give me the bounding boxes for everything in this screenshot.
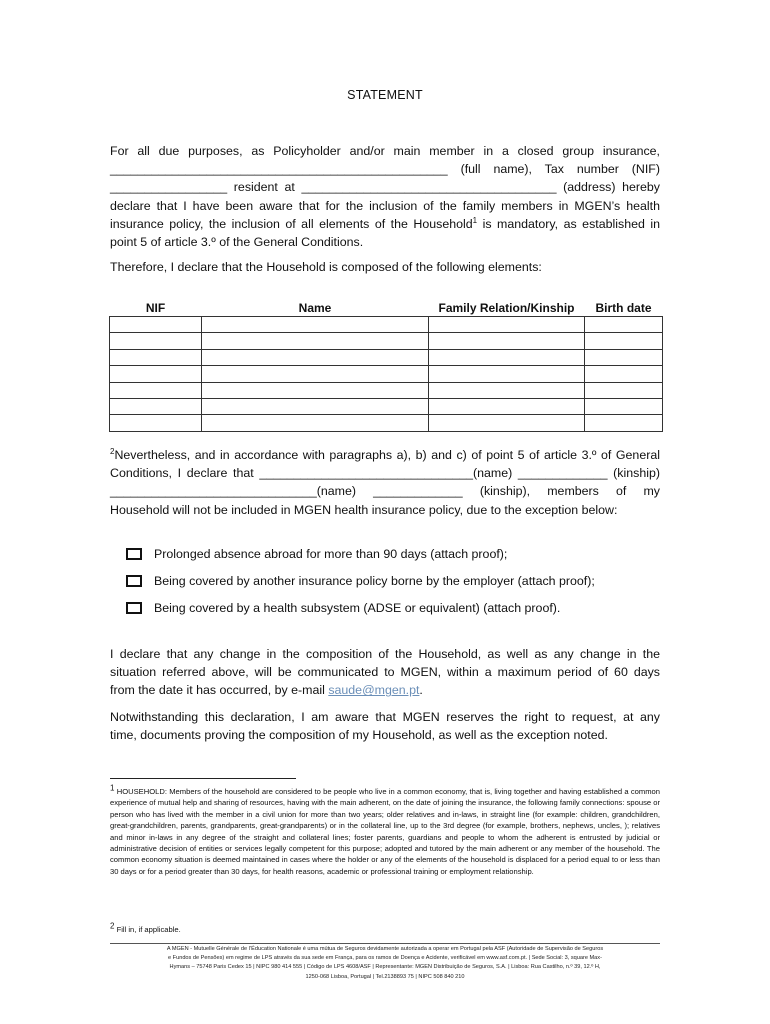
table-cell[interactable] xyxy=(202,317,429,333)
footer-line: A MGEN - Mutuelle Générale de l’Éducation Nationale é uma mútua de Seguros devidamente autorizada a operar em Portugal pela ASF (Autoridade de Supervisão de Seguros xyxy=(166,946,604,952)
intro-line xyxy=(110,215,660,233)
footer-line: e Fundos de Pensões) em regime de LPS através da sua sede em França, para os ramos de Doença e Acidente, verificável em www.asf.com.pt. | Sede Social: 3, square Max- xyxy=(168,955,602,962)
table-cell[interactable] xyxy=(202,333,429,349)
declare-line: I declare that any change in the composition of the Household, as well as any change in the xyxy=(110,647,660,661)
footnote-2 xyxy=(110,921,660,935)
table-row xyxy=(110,366,663,382)
table-header-name: Name xyxy=(298,301,332,315)
email-link[interactable]: saude@mgen.pt xyxy=(328,683,420,698)
notwithstanding-paragraph xyxy=(110,708,660,744)
table-cell[interactable] xyxy=(429,349,585,365)
declare-line: situation referred above, will be communicated to MGEN, within a maximum period of 60 days xyxy=(110,665,660,680)
table-cell[interactable] xyxy=(110,382,202,398)
table-cell[interactable] xyxy=(110,349,202,365)
nevertheless-line: Conditions, I declare that _______________________________(name) _____________ (kinship) xyxy=(110,466,660,481)
table-cell[interactable] xyxy=(585,382,663,398)
table-cell[interactable] xyxy=(585,333,663,349)
table-cell[interactable] xyxy=(202,415,429,431)
footer-line: 1250-068 Lisboa, Portugal | Tel.2138893 75 | NIPC 508 840 210 xyxy=(305,973,465,980)
intro-line: For all due purposes, as Policyholder and/or main member in a closed group insurance, xyxy=(110,144,660,158)
table-row xyxy=(110,333,663,349)
table-header-nif: NIF xyxy=(145,301,166,315)
option-label: Prolonged absence abroad for more than 90 days (attach proof); xyxy=(154,547,508,561)
option-prolonged-absence[interactable] xyxy=(126,546,507,562)
intro-text: insurance policy, the inclusion of all elements of the Household xyxy=(110,216,473,231)
table-cell[interactable] xyxy=(585,317,663,333)
page-title: STATEMENT xyxy=(347,88,423,102)
table-row xyxy=(110,317,663,333)
footnote-number: 1 xyxy=(110,783,115,793)
notwithstanding-line: time, documents proving the composition of my Household, as well as the exception noted. xyxy=(110,728,608,743)
option-label: Being covered by a health subsystem (ADSE or equivalent) (attach proof). xyxy=(154,601,561,615)
footnote-1 xyxy=(110,783,660,877)
table-cell[interactable] xyxy=(202,349,429,365)
table-cell[interactable] xyxy=(585,398,663,414)
table-cell[interactable] xyxy=(202,382,429,398)
footer-divider xyxy=(110,943,660,944)
table-cell[interactable] xyxy=(429,382,585,398)
intro-text: is mandatory, as established in xyxy=(477,216,661,231)
table-row xyxy=(110,349,663,365)
table-cell[interactable] xyxy=(429,333,585,349)
intro-line: declare that I have been aware that for the inclusion of the family members in MGEN’s health xyxy=(110,198,660,213)
footnote-separator xyxy=(110,778,296,779)
table-cell[interactable] xyxy=(429,398,585,414)
nevertheless-line: ______________________________(name) _____________ (kinship), members of my xyxy=(110,484,660,499)
declare-change-paragraph xyxy=(110,645,660,700)
intro-paragraph xyxy=(110,142,660,251)
table-cell[interactable] xyxy=(585,349,663,365)
table-row xyxy=(110,382,663,398)
table-cell[interactable] xyxy=(110,415,202,431)
footnote-text: HOUSEHOLD: Members of the household are considered to be people who live in a common economy, that is, living together and having established a common experience of mutual help and sharing of resources, having with the main adherent, on the date of joining the insurance, the following family connections: spouse or person who has lived with the member in a civil union for more than two years; older relatives and in-laws, in straight line (for example: children, grandchildren, great-grandchildren, parents, grandparents, great-grandparents) or in the collateral line, up to the 3rd degree (for example, brothers, nephews, uncles, ); relatives and minor in-laws in any degree of the straight and collateral lines; foster parents, guardians and people to whom the adherent is entrusted by judicial or administrative decision of entities or services legally competent for this purpose; adopted and tutored by the main adherent or any member of the household. The common economy situation is deemed maintained in cases where the holder or any of the elements of the household is displaced for a period equal to or less than 30 days or for a period greater than 30 days, for health reasons, academic or professional training or employment relationship. xyxy=(110,787,660,876)
declare-text: from the date it has occurred, by e-mail xyxy=(110,683,329,698)
nevertheless-line xyxy=(110,446,660,464)
option-health-subsystem[interactable] xyxy=(126,600,560,616)
nevertheless-text: Nevertheless, and in accordance with paragraphs a), b) and c) of point 5 of article 3.º of General xyxy=(114,448,660,462)
table-cell[interactable] xyxy=(110,366,202,382)
table-cell[interactable] xyxy=(429,366,585,382)
table-header-birth-date: Birth date xyxy=(595,301,652,315)
nevertheless-line: Household will not be included in MGEN health insurance policy, due to the exception below: xyxy=(110,502,618,517)
table-cell[interactable] xyxy=(110,398,202,414)
intro-line: _________________________________________________ (full name), Tax number (NIF) xyxy=(110,162,660,177)
table-cell[interactable] xyxy=(585,366,663,382)
footnote-number: 2 xyxy=(110,921,115,931)
footer-line: Hymans – 75748 Paris Cedex 15 | NIPC 980 414 555 | Código de LPS 4608/ASF | Representante: MGEN Distribuição de Seguros, S.A. | Lisboa: Rua Castilho, n.º 39, 12.º H, xyxy=(169,964,601,971)
footnote-text: Fill in, if applicable. xyxy=(114,925,181,934)
company-footer xyxy=(110,945,660,982)
therefore-text: Therefore, I declare that the Household is composed of the following elements: xyxy=(110,260,542,274)
footnote-ref-1: 1 xyxy=(472,215,478,225)
notwithstanding-line: Notwithstanding this declaration, I am aware that MGEN reserves the right to request, at any xyxy=(110,710,660,724)
declare-line xyxy=(110,681,660,699)
checkbox[interactable] xyxy=(126,602,142,614)
table-cell[interactable] xyxy=(202,398,429,414)
footnote-ref-2: 2 xyxy=(110,446,115,456)
table-cell[interactable] xyxy=(110,333,202,349)
checkbox[interactable] xyxy=(126,548,142,560)
table-cell[interactable] xyxy=(429,317,585,333)
table-cell[interactable] xyxy=(429,415,585,431)
table-row xyxy=(110,415,663,431)
table-cell[interactable] xyxy=(110,317,202,333)
table-row xyxy=(110,398,663,414)
table-header-kinship: Family Relation/Kinship xyxy=(438,301,575,315)
option-employer-insurance[interactable] xyxy=(126,573,595,589)
option-label: Being covered by another insurance policy borne by the employer (attach proof); xyxy=(154,574,595,588)
intro-line: point 5 of article 3.º of the General Conditions. xyxy=(110,235,364,250)
checkbox[interactable] xyxy=(126,575,142,587)
declare-text: . xyxy=(419,683,423,698)
nevertheless-paragraph xyxy=(110,446,660,519)
table-cell[interactable] xyxy=(585,415,663,431)
household-table xyxy=(109,300,663,432)
intro-line: _________________ resident at _____________________________________ (address) hereby xyxy=(110,180,660,195)
table-cell[interactable] xyxy=(202,366,429,382)
